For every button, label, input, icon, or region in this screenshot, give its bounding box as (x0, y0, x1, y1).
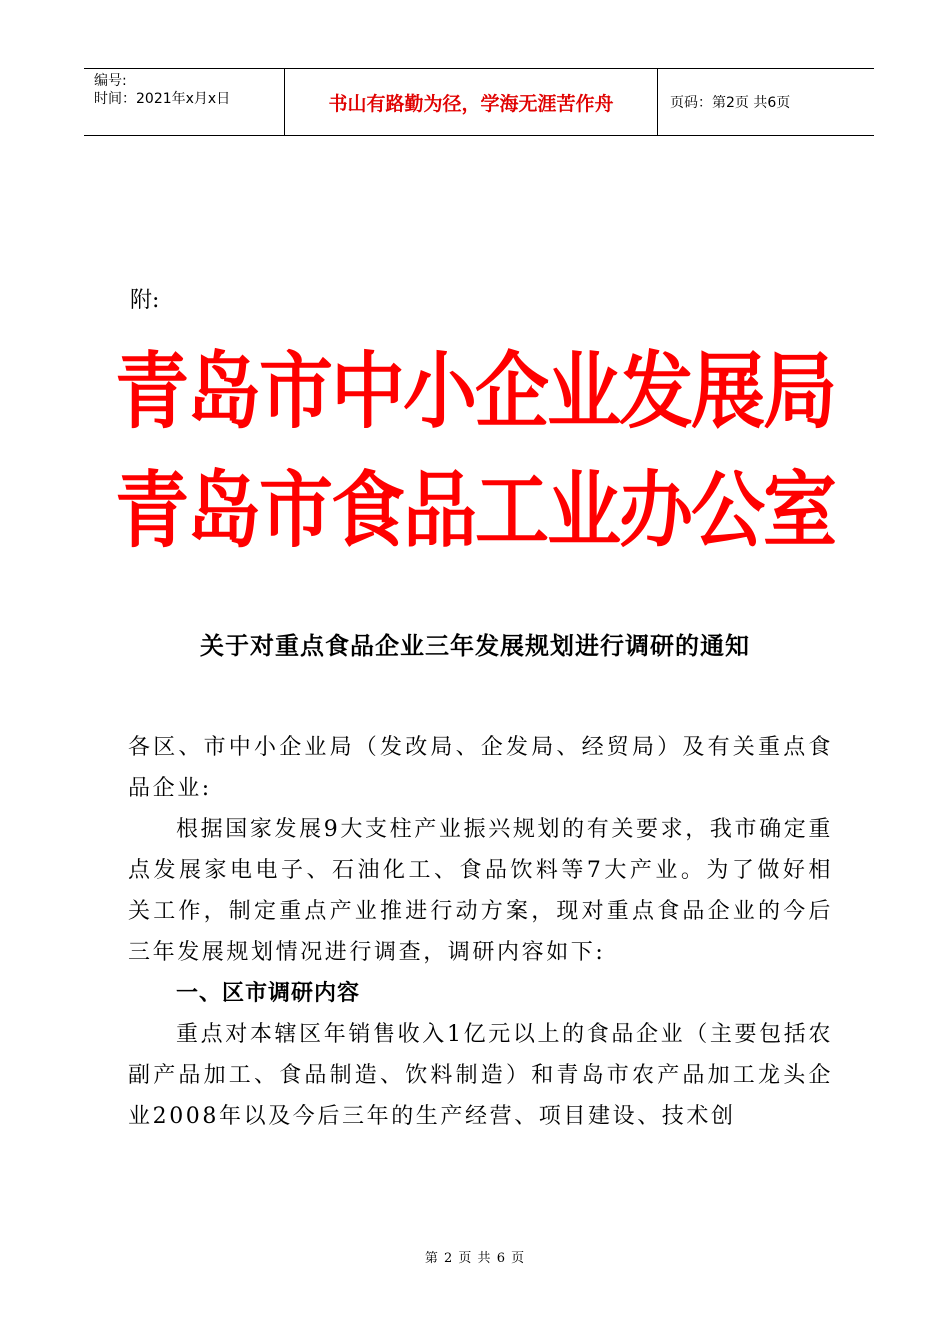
number-label: 编号: (94, 73, 127, 89)
body-paragraph: 根据国家发展9大支柱产业振兴规划的有关要求，我市确定重点发展家电电子、石油化工、食品饮料等7大产业。为了做好相关工作，制定重点产业推进行动方案，现对重点食品企业的今后三年发展规划情况进行调查，调研内容如下: (128, 817, 833, 965)
document-body (128, 727, 833, 1137)
notice-title: 关于对重点食品企业三年发展规划进行调研的通知 (200, 632, 750, 660)
page-footer: 第 2 页 共 6 页 (424, 1251, 526, 1266)
body-paragraph: 重点对本辖区年销售收入1亿元以上的食品企业（主要包括农副产品加工、食品制造、饮料制造）和青岛市农产品加工龙头企业2008年以及今后三年的生产经营、项目建设、技术创 (128, 1022, 833, 1129)
organization-name-2: 青岛市食品工业办公室 (115, 462, 835, 560)
header-motto: 书山有路勤为径，学海无涯苦作舟 (285, 69, 658, 135)
time-label: 时间：2021年x月x日 (94, 91, 231, 107)
organization-name-1: 青岛市中小企业发展局 (115, 343, 835, 441)
section-heading: 一、区市调研内容 (176, 981, 361, 1006)
header-meta-cell (84, 69, 285, 135)
header-table (84, 68, 874, 136)
attachment-label: 附: (130, 288, 160, 313)
header-page-info: 页码：第2页 共6页 (670, 95, 791, 111)
recipients-line: 各区、市中小企业局（发改局、企发局、经贸局）及有关重点食品企业: (128, 735, 833, 801)
